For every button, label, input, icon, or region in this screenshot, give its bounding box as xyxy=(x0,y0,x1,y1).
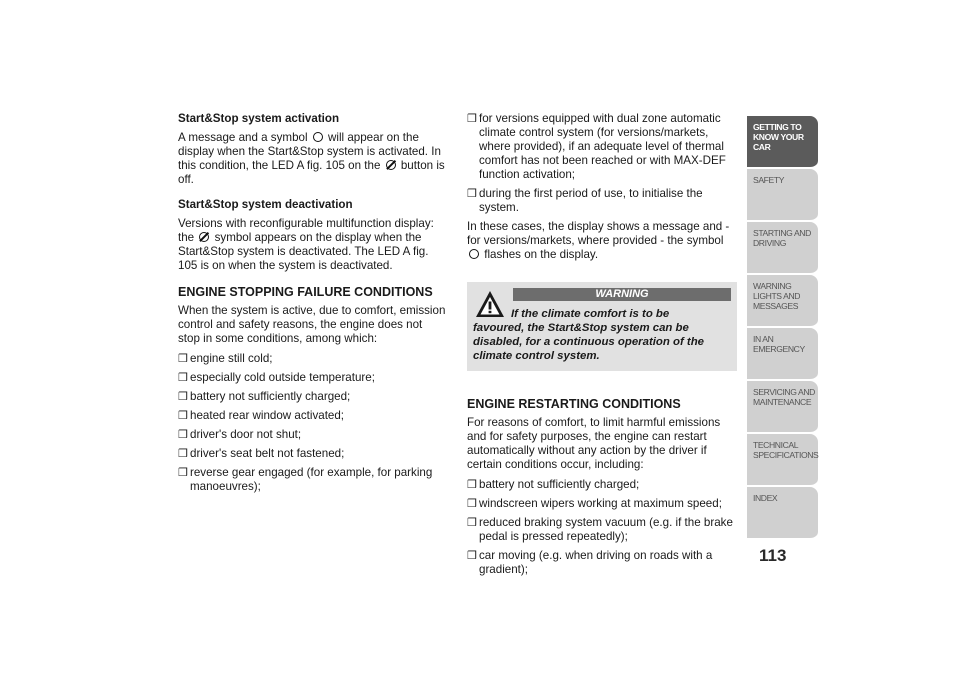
list-item: ❒ battery not sufficiently charged; xyxy=(178,390,351,403)
list-item: ❒ reverse gear engaged (for example, for parking manoeuvres); xyxy=(178,466,433,493)
list-item: ❒ during the first period of use, to initialise the system. xyxy=(467,187,703,214)
checkbox-bullet-icon: ❒ xyxy=(178,429,188,441)
checkbox-bullet-icon: ❒ xyxy=(467,550,477,562)
continued-list xyxy=(467,112,737,215)
deactivation-paragraph: Versions with reconfigurable multifunction display: the symbol appears on the display when the Start&Stop system is deactivated. The LED A fig. 105 is on when the system is deactivated. xyxy=(178,217,434,272)
tab-servicing-and-maintenance[interactable]: SERVICING AND MAINTENANCE xyxy=(747,381,818,434)
failure-list xyxy=(178,352,446,494)
list-item: ❒ driver's seat belt not fastened; xyxy=(178,447,345,460)
list-item: ❒ windscreen wipers working at maximum speed; xyxy=(467,497,722,510)
checkbox-bullet-icon: ❒ xyxy=(178,353,188,365)
restart-heading: ENGINE RESTARTING CONDITIONS xyxy=(467,397,681,411)
cases-paragraph: In these cases, the display shows a message and - for versions/markets, where provided - the symbol flashes on the display. xyxy=(467,220,730,261)
checkbox-bullet-icon: ❒ xyxy=(178,391,188,403)
tab-warning-lights-and-messages[interactable]: WARNING LIGHTS AND MESSAGES xyxy=(747,275,818,328)
restart-list xyxy=(467,478,737,577)
activation-heading: Start&Stop system activation xyxy=(178,112,340,125)
list-item: ❒ battery not sufficiently charged; xyxy=(467,478,640,491)
deactivation-heading: Start&Stop system deactivation xyxy=(178,198,353,211)
start-stop-off-symbol-icon xyxy=(199,232,209,242)
checkbox-bullet-icon: ❒ xyxy=(178,410,188,422)
list-item: ❒ car moving (e.g. when driving on roads with a gradient); xyxy=(467,549,713,576)
checkbox-bullet-icon: ❒ xyxy=(467,479,477,491)
start-stop-off-symbol-icon xyxy=(386,160,396,170)
tab-technical-specifications[interactable]: TECHNICAL SPECIFICATIONS xyxy=(747,434,818,487)
list-item: ❒ for versions equipped with dual zone automatic climate control system (for versions/markets, where provided), if an adequate level of thermal comfort has not been reached or with MAX-DEF function activation; xyxy=(467,112,726,181)
list-item: ❒ engine still cold; xyxy=(178,352,273,365)
warning-box xyxy=(467,282,737,371)
checkbox-bullet-icon: ❒ xyxy=(178,448,188,460)
list-item: ❒ driver's door not shut; xyxy=(178,428,302,441)
right-column xyxy=(467,112,737,582)
left-column xyxy=(178,112,446,499)
activation-paragraph: A message and a symbol will appear on the display when the Start&Stop system is activated. In this condition, the LED A fig. 105 on the button is off. xyxy=(178,131,445,186)
start-stop-symbol-icon xyxy=(313,132,323,142)
start-stop-symbol-icon xyxy=(469,249,479,259)
restart-intro: For reasons of comfort, to limit harmful emissions and for safety purposes, the engine can restart automatically without any action by the driver if certain conditions occur, including: xyxy=(467,416,721,471)
warning-text: If the climate comfort is to be favoured, the Start&Stop system can be disabled, for a continuous operation of the climate control system. xyxy=(473,308,704,362)
list-item: ❒ reduced braking system vacuum (e.g. if the brake pedal is pressed repeatedly); xyxy=(467,516,733,543)
list-item: ❒ heated rear window activated; xyxy=(178,409,345,422)
section-tabs xyxy=(747,116,818,540)
tab-in-an-emergency[interactable]: IN AN EMERGENCY xyxy=(747,328,818,381)
failure-heading: ENGINE STOPPING FAILURE CONDITIONS xyxy=(178,285,433,299)
failure-intro: When the system is active, due to comfort, emission control and safety reasons, the engine does not stop in some conditions, among which: xyxy=(178,304,446,345)
checkbox-bullet-icon: ❒ xyxy=(467,517,477,529)
checkbox-bullet-icon: ❒ xyxy=(467,188,477,200)
warning-triangle-icon xyxy=(475,290,505,318)
list-item: ❒ especially cold outside temperature; xyxy=(178,371,375,384)
checkbox-bullet-icon: ❒ xyxy=(467,498,477,510)
tab-getting-to-know-your-car[interactable]: GETTING TO KNOW YOUR CAR xyxy=(747,116,818,169)
checkbox-bullet-icon: ❒ xyxy=(178,372,188,384)
checkbox-bullet-icon: ❒ xyxy=(467,113,477,125)
tab-starting-and-driving[interactable]: STARTING AND DRIVING xyxy=(747,222,818,275)
page-number: 113 xyxy=(759,546,787,565)
tab-index[interactable]: INDEX xyxy=(747,487,818,540)
checkbox-bullet-icon: ❒ xyxy=(178,467,188,479)
warning-label: WARNING xyxy=(513,288,731,301)
tab-safety[interactable]: SAFETY xyxy=(747,169,818,222)
